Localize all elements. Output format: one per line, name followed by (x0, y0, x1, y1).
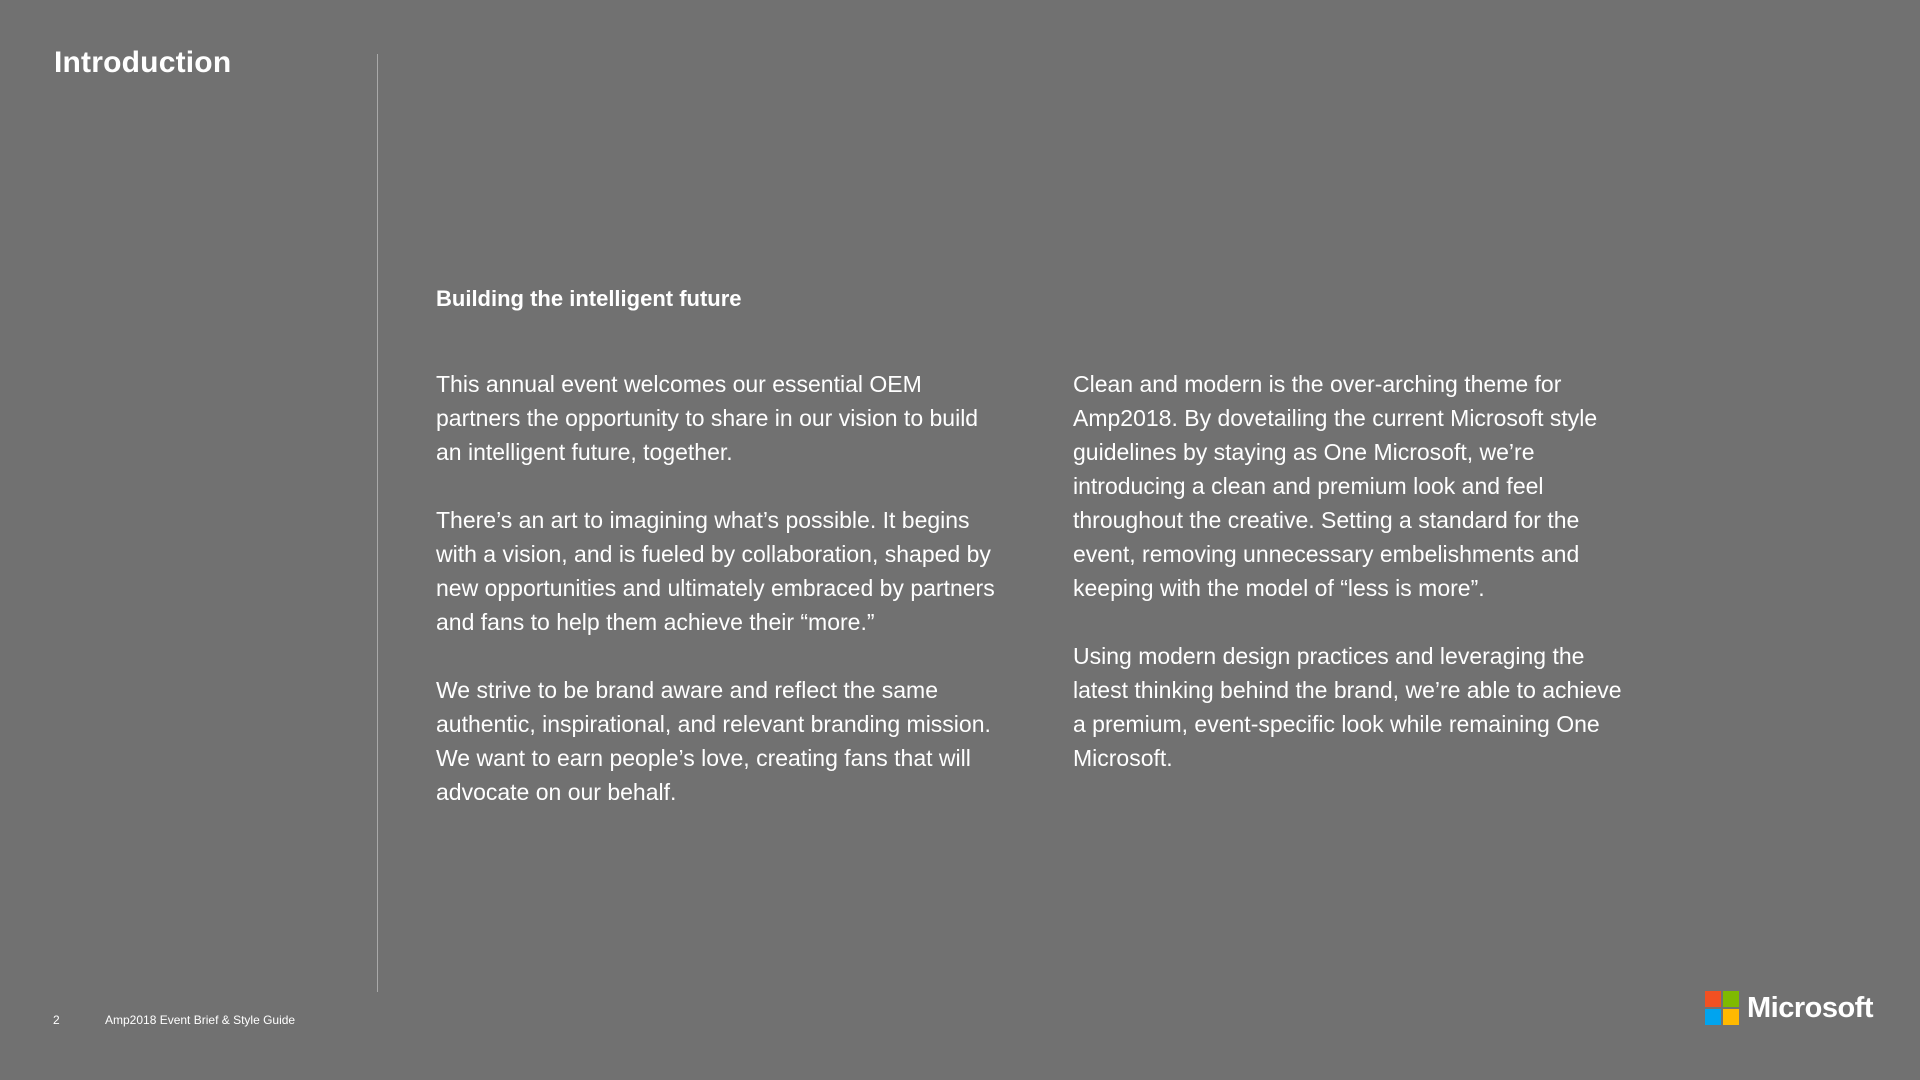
right-column (1073, 367, 1633, 809)
logo-wordmark: Microsoft (1747, 991, 1873, 1024)
paragraph: There’s an art to imagining what’s possible. It begins with a vision, and is fueled by collaboration, shaped by new opportunities and ultimately embraced by partners and fans to help them achieve their “more.” (436, 507, 995, 635)
logo-square-red (1705, 991, 1721, 1007)
paragraph: Using modern design practices and leveraging the latest thinking behind the brand, we’re able to achieve a premium, event-specific look while remaining One Microsoft. (1073, 643, 1622, 771)
paragraph: We strive to be brand aware and reflect the same authentic, inspirational, and relevant branding mission. We want to earn people’s love, creating fans that will advocate on our behalf. (436, 677, 991, 805)
section-title: Introduction (54, 46, 232, 79)
paragraph: This annual event welcomes our essential OEM partners the opportunity to share in our vision to build an intelligent future, together. (436, 371, 979, 465)
windows-logo-icon (1705, 991, 1739, 1025)
vertical-divider (377, 54, 378, 992)
left-column (436, 367, 996, 843)
headline: Building the intelligent future (436, 286, 742, 311)
logo-square-yellow (1723, 1009, 1739, 1025)
page-number: 2 (53, 1013, 60, 1027)
document-title: Amp2018 Event Brief & Style Guide (105, 1013, 296, 1027)
paragraph: Clean and modern is the over-arching theme for Amp2018. By dovetailing the current Microsoft style guidelines by staying as One Microsoft, we’re introducing a clean and premium look and feel throughout the creative. Setting a standard for the event, removing unnecessary embelishments and keeping with the model of “less is more”. (1073, 371, 1598, 601)
logo-square-green (1723, 991, 1739, 1007)
logo-square-blue (1705, 1009, 1721, 1025)
microsoft-logo (1705, 991, 1873, 1025)
